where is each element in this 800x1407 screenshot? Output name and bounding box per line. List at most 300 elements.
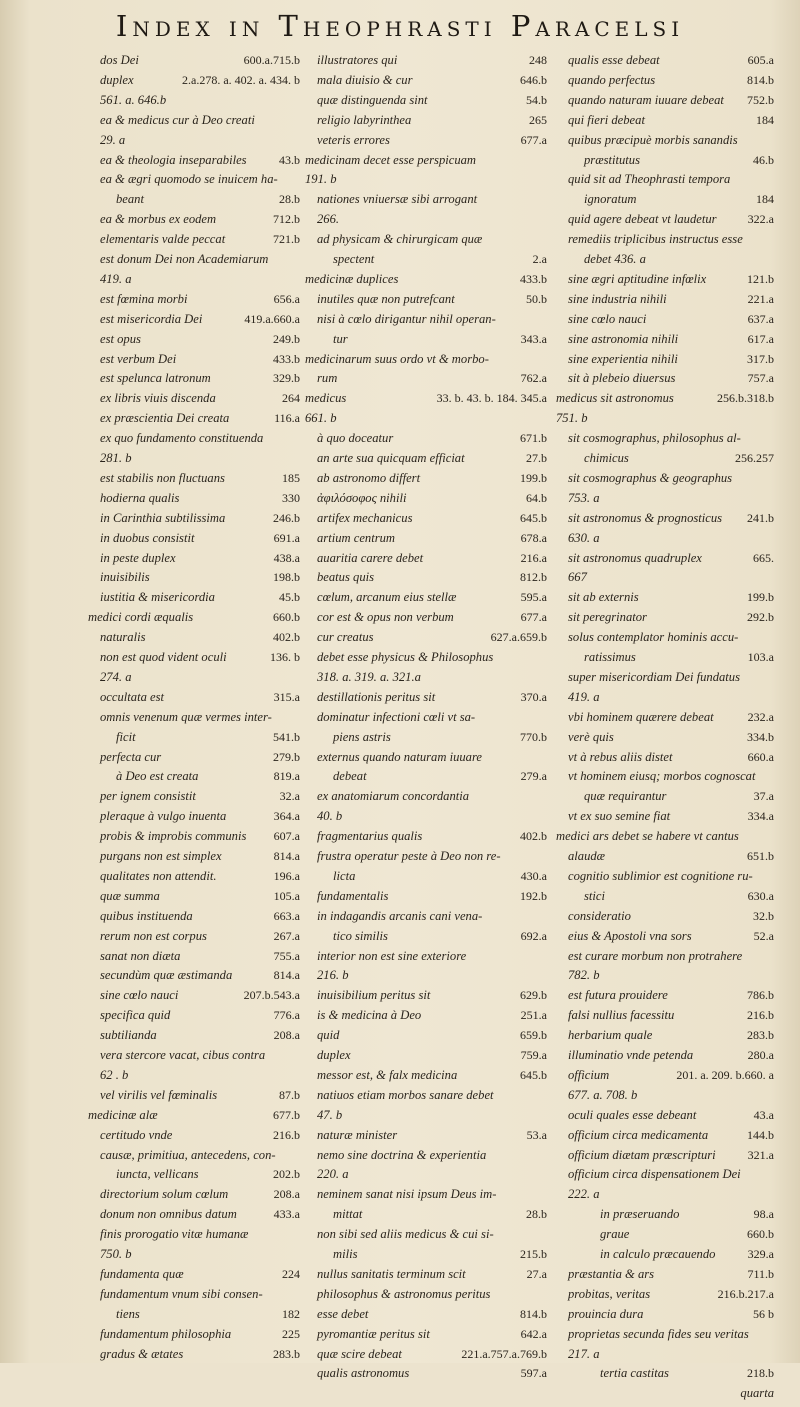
entry-page-reference: 600.a.715.b	[243, 53, 300, 67]
entry-page-reference: 637.a	[747, 311, 774, 326]
entry-text: mittat	[333, 1207, 363, 1222]
index-entry	[88, 1145, 300, 1165]
entry-page-reference: 280.a	[747, 1048, 774, 1062]
entry-text: in præseruando	[600, 1207, 680, 1222]
entry-page-reference: 692.a	[520, 928, 547, 943]
entry-text: officium diætam præscripturi	[568, 1147, 716, 1162]
index-entry	[305, 448, 547, 468]
entry-text: vera stercore vacat, cibus contra	[100, 1048, 266, 1062]
index-entry	[556, 1304, 774, 1324]
entry-page-reference: 28.b	[279, 192, 300, 207]
index-entry	[305, 985, 547, 1005]
entry-page-reference: 52.a	[753, 928, 774, 943]
index-entry	[556, 428, 774, 448]
index-entry	[556, 1244, 774, 1264]
index-entry	[305, 926, 547, 946]
index-entry	[305, 1224, 547, 1244]
index-entry	[556, 408, 774, 428]
entry-page-reference: 430.a	[520, 868, 547, 883]
entry-text: verè quis	[568, 729, 614, 744]
index-entry	[305, 70, 547, 90]
index-entry	[556, 846, 774, 866]
index-entry	[305, 786, 547, 806]
index-entry	[556, 349, 774, 369]
entry-page-reference: 814.b	[747, 72, 774, 87]
entry-text: medicus sit astronomus	[556, 391, 674, 406]
entry-page-reference: 660.b	[747, 1227, 774, 1242]
index-entry	[88, 747, 300, 767]
entry-page-reference: 595.a	[520, 590, 547, 605]
entry-text: rum	[317, 371, 338, 386]
entry-page-reference: 677.a	[520, 610, 547, 625]
index-entry	[556, 329, 774, 349]
entry-text: sine experientia nihili	[568, 351, 678, 366]
entry-page-reference: 605.a	[747, 53, 774, 67]
entry-page-reference: 402.b	[520, 829, 547, 844]
index-entry	[305, 1264, 547, 1284]
index-entry	[556, 508, 774, 528]
index-entry	[305, 1025, 547, 1045]
index-entry	[88, 1005, 300, 1025]
index-entry	[556, 886, 774, 906]
entry-text: illuminatio vnde petenda	[568, 1048, 694, 1062]
index-entry	[88, 826, 300, 846]
entry-page-reference: 678.a	[520, 530, 547, 545]
entry-text: 220. a	[317, 1167, 349, 1182]
entry-page-reference: 322.a	[747, 212, 774, 227]
index-entry	[88, 886, 300, 906]
entry-text: sit cosmographus, philosophus al-	[568, 431, 741, 446]
entry-page-reference: 433.b	[520, 271, 547, 286]
entry-text: 630. a	[568, 530, 600, 545]
index-entry	[305, 50, 547, 70]
index-entry	[556, 806, 774, 826]
entry-page-reference: 786.b	[747, 988, 774, 1003]
index-entry	[556, 1164, 774, 1184]
entry-page-reference: 216.a	[520, 550, 547, 565]
index-entry	[556, 368, 774, 388]
entry-page-reference: 317.b	[747, 351, 774, 366]
index-entry	[88, 229, 300, 249]
index-entry	[88, 448, 300, 468]
entry-page-reference: 32.a	[279, 789, 300, 804]
entry-text: certitudo vnde	[100, 1127, 173, 1142]
index-entry	[556, 229, 774, 249]
entry-page-reference: 607.a	[273, 829, 300, 844]
entry-page-reference: 56 b	[753, 1306, 774, 1321]
entry-text: sine cœlo nauci	[100, 988, 179, 1003]
entry-text: 751. b	[556, 411, 588, 426]
entry-text: 29. a	[100, 132, 126, 147]
entry-text: medicinam decet esse perspicuam	[305, 152, 477, 167]
index-entry	[556, 70, 774, 90]
index-entry	[88, 965, 300, 985]
entry-page-reference: 646.b	[520, 72, 547, 87]
entry-text: est spelunca latronum	[100, 371, 211, 386]
entry-page-reference: 224	[282, 1266, 300, 1281]
entry-page-reference: 645.b	[520, 510, 547, 525]
entry-text: oculi quales esse debeant	[568, 1107, 697, 1122]
entry-text: veteris errores	[317, 132, 390, 147]
entry-text: duplex	[317, 1048, 351, 1062]
entry-text: is & medicina à Deo	[317, 1008, 422, 1023]
entry-text: vt à rebus aliis distet	[568, 749, 673, 764]
index-entry	[556, 1344, 774, 1364]
entry-text: inuisibilis	[100, 570, 150, 585]
entry-text: proprietas secunda fides seu veritas	[568, 1326, 749, 1341]
entry-text: externus quando naturam iuuare	[317, 749, 482, 764]
entry-text: alaudæ	[568, 849, 606, 863]
entry-page-reference: 54.b	[526, 92, 547, 107]
entry-page-reference: 87.b	[279, 1087, 300, 1102]
entry-text: medicinarum suus ordo vt & morbo-	[305, 351, 489, 366]
entry-text: esse debet	[317, 1306, 369, 1321]
entry-text: directorium solum cœlum	[100, 1187, 229, 1202]
index-entry	[556, 667, 774, 687]
entry-text: falsi nullius facessitu	[568, 1008, 675, 1023]
entry-text: præstantia & ars	[568, 1266, 655, 1281]
entry-page-reference: 630.a	[747, 888, 774, 903]
entry-text: frustra operatur peste à Deo non re-	[317, 849, 501, 863]
entry-page-reference: 32.b	[753, 908, 774, 923]
entry-page-reference: 232.a	[747, 709, 774, 724]
entry-page-reference: 721.b	[273, 232, 300, 247]
entry-text: 217. a	[568, 1346, 600, 1361]
entry-text: à Deo est creata	[116, 769, 199, 784]
entry-text: ex quo fundamento constituenda	[100, 431, 264, 446]
entry-text: pleraque à vulgo inuenta	[100, 809, 227, 824]
index-entry	[88, 607, 300, 627]
entry-text: sit cosmographus & geographus	[568, 470, 733, 485]
entry-text: solus contemplator hominis accu-	[568, 630, 739, 645]
entry-page-reference: 433.b	[273, 351, 300, 366]
index-entry	[88, 349, 300, 369]
entry-page-reference: 98.a	[753, 1207, 774, 1222]
entry-text: stici	[584, 888, 605, 903]
entry-text: neminem sanat nisi ipsum Deus im-	[317, 1187, 497, 1202]
entry-text: causæ, primitiua, antecedens, con-	[100, 1147, 276, 1162]
entry-text: est donum Dei non Academiarum	[100, 252, 269, 266]
index-entry	[305, 309, 547, 329]
entry-page-reference: 267.a	[273, 928, 300, 943]
entry-page-reference: 53.a	[526, 1127, 547, 1142]
entry-page-reference: 659.b	[520, 1028, 547, 1043]
entry-text: remediis triplicibus instructus esse	[568, 232, 743, 247]
index-entry	[305, 209, 547, 229]
index-entry	[305, 388, 547, 408]
entry-text: quid	[317, 1028, 340, 1043]
entry-text: sine ægri aptitudine infœlix	[568, 271, 707, 286]
entry-text: interior non est sine exteriore	[317, 948, 467, 963]
entry-page-reference: 642.a	[520, 1326, 547, 1341]
entry-page-reference: 691.a	[273, 530, 300, 545]
index-entry	[88, 1045, 300, 1065]
entry-text: sit astronomus & prognosticus	[568, 510, 723, 525]
index-entry	[305, 965, 547, 985]
entry-page-reference: 196.a	[273, 868, 300, 883]
entry-page-reference: 283.b	[747, 1028, 774, 1043]
entry-page-reference: 757.a	[747, 371, 774, 386]
index-entry	[556, 1145, 774, 1165]
entry-page-reference: 814.b	[520, 1306, 547, 1321]
index-entry	[88, 368, 300, 388]
entry-text: tur	[333, 331, 348, 346]
index-entry	[305, 508, 547, 528]
entry-text: finis prorogatio vitæ humanæ	[100, 1227, 249, 1242]
entry-text: 281. b	[100, 451, 132, 465]
index-entry	[556, 727, 774, 747]
entry-page-reference: 330	[282, 490, 300, 505]
entry-page-reference: 402.b	[273, 630, 300, 645]
entry-page-reference: 438.a	[273, 550, 300, 565]
index-entry	[305, 1145, 547, 1165]
entry-page-reference: 27.b	[526, 451, 547, 465]
index-entry	[305, 1065, 547, 1085]
index-entry	[88, 1344, 300, 1364]
entry-page-reference: 192.b	[520, 888, 547, 903]
entry-text: officium circa dispensationem Dei	[568, 1167, 741, 1182]
index-entry	[556, 1204, 774, 1224]
entry-text: gradus & ætates	[100, 1346, 184, 1361]
entry-text: ratissimus	[584, 650, 636, 664]
entry-text: nemo sine doctrina & experientia	[317, 1147, 487, 1162]
index-entry	[88, 388, 300, 408]
entry-page-reference: 43.b	[279, 152, 300, 167]
index-entry	[556, 866, 774, 886]
index-entry	[556, 50, 774, 70]
entry-text: tertia castitas	[600, 1366, 669, 1381]
entry-text: probitas, veritas	[568, 1286, 651, 1301]
entry-text: dos Dei	[100, 53, 139, 67]
entry-page-reference: 283.b	[273, 1346, 300, 1361]
entry-text: nationes vniuersæ sibi arrogant	[317, 192, 478, 207]
entry-text: auaritia carere debet	[317, 550, 424, 565]
index-entry	[556, 1184, 774, 1204]
entry-page-reference: 597.a	[520, 1366, 547, 1381]
index-entry	[88, 727, 300, 747]
index-entry	[305, 1363, 547, 1383]
entry-text: officium	[568, 1067, 610, 1082]
entry-text: debeat	[333, 769, 367, 784]
entry-page-reference: 279.a	[520, 769, 547, 784]
index-entry	[88, 528, 300, 548]
entry-text: sit ab externis	[568, 590, 639, 605]
entry-text: vbi hominem quærere debeat	[568, 709, 714, 724]
entry-page-reference: 627.a.659.b	[490, 630, 547, 645]
index-entry	[556, 1065, 774, 1085]
index-entry	[556, 707, 774, 727]
entry-page-reference: 43.a	[753, 1107, 774, 1122]
entry-page-reference: 264	[282, 391, 300, 406]
entry-page-reference: 660.b	[273, 610, 300, 625]
entry-text: fundamentalis	[317, 888, 389, 903]
index-entry	[88, 1105, 300, 1125]
index-entry	[305, 1244, 547, 1264]
index-entry	[556, 1045, 774, 1065]
index-entry	[88, 846, 300, 866]
index-entry	[305, 90, 547, 110]
entry-page-reference: 208.a	[273, 1187, 300, 1202]
entry-text: philosophus & astronomus peritus	[317, 1286, 491, 1301]
entry-text: graue	[600, 1227, 630, 1242]
index-entry	[556, 946, 774, 966]
entry-text: consideratio	[568, 908, 631, 923]
index-entry	[305, 806, 547, 826]
entry-page-reference: 315.a	[273, 689, 300, 704]
index-entry	[88, 130, 300, 150]
entry-text: in calculo præcauendo	[600, 1247, 716, 1261]
entry-text: artium centrum	[317, 530, 396, 545]
entry-text: iuncta, vellicans	[116, 1167, 199, 1182]
entry-text: ad physicam & chirurgicam quæ	[317, 232, 483, 247]
entry-text: quibus instituenda	[100, 908, 193, 923]
entry-text: qualis astronomus	[317, 1366, 410, 1381]
index-entry	[556, 567, 774, 587]
entry-page-reference: 814.a	[273, 849, 300, 863]
entry-text: fundamentum vnum sibi consen-	[100, 1286, 263, 1301]
index-entry	[305, 1164, 547, 1184]
index-entry	[88, 110, 300, 130]
entry-text: dominatur infectioni cœli vt sa-	[317, 709, 476, 724]
entry-text: ab astronomo differt	[317, 470, 421, 485]
entry-text: 318. a. 319. a. 321.a	[317, 669, 421, 684]
entry-page-reference: 37.a	[753, 789, 774, 804]
entry-page-reference: 45.b	[279, 590, 300, 605]
entry-text: quid sit ad Theophrasti tempora	[568, 172, 731, 187]
entry-text: quarta	[740, 1386, 774, 1401]
index-entry	[88, 1164, 300, 1184]
entry-text: quid agere debeat vt laudetur	[568, 212, 717, 227]
entry-text: secundùm quæ æstimanda	[100, 968, 233, 983]
entry-text: cognitio sublimior est cognitione ru-	[568, 868, 753, 883]
entry-text: est verbum Dei	[100, 351, 177, 366]
index-entry	[88, 1324, 300, 1344]
entry-page-reference: 279.b	[273, 749, 300, 764]
index-entry	[556, 1363, 774, 1383]
entry-page-reference: 629.b	[520, 988, 547, 1003]
index-entry	[88, 70, 300, 90]
index-entry	[556, 1125, 774, 1145]
index-entry	[556, 926, 774, 946]
entry-text: 667	[568, 570, 587, 585]
index-entry	[305, 169, 547, 189]
entry-page-reference: 221.a.757.a.769.b	[461, 1346, 547, 1361]
entry-text: 47. b	[317, 1107, 343, 1122]
index-entry	[305, 727, 547, 747]
index-entry	[305, 747, 547, 767]
entry-text: 661. b	[305, 411, 337, 426]
entry-text: debet 436. a	[584, 252, 646, 266]
entry-page-reference: 776.a	[273, 1008, 300, 1023]
entry-text: medici cordi æqualis	[88, 610, 194, 625]
index-entry	[88, 627, 300, 647]
entry-text: naturæ minister	[317, 1127, 398, 1142]
index-entry	[305, 766, 547, 786]
index-entry	[305, 886, 547, 906]
entry-page-reference: 541.b	[273, 729, 300, 744]
entry-text: sit à plebeio diuersus	[568, 371, 676, 386]
index-entry	[305, 249, 547, 269]
index-entry	[88, 687, 300, 707]
entry-text: quæ scire debeat	[317, 1346, 402, 1361]
index-entry	[556, 150, 774, 170]
index-entry	[305, 428, 547, 448]
index-entry	[88, 408, 300, 428]
index-entry	[305, 826, 547, 846]
entry-page-reference: 116.a	[274, 411, 300, 426]
entry-page-reference: 617.a	[747, 331, 774, 346]
entry-text: à quo doceatur	[317, 431, 394, 446]
index-entry	[305, 1304, 547, 1324]
entry-text: spectent	[333, 252, 375, 266]
entry-text: fundamentum philosophia	[100, 1326, 232, 1341]
entry-text: vt ex suo semine fiat	[568, 809, 671, 824]
page-heading: Index in Theophrasti Paracelsi	[115, 9, 685, 43]
entry-text: in Carinthia subtilissima	[100, 510, 226, 525]
index-entry	[556, 488, 774, 508]
index-entry	[305, 408, 547, 428]
entry-text: ficit	[116, 729, 136, 744]
entry-text: an arte sua quicquam efficiat	[317, 451, 465, 465]
entry-text: 677. a. 708. b	[568, 1087, 638, 1102]
entry-page-reference: 144.b	[747, 1127, 774, 1142]
entry-text: hodierna qualis	[100, 490, 180, 505]
entry-page-reference: 218.b	[747, 1366, 774, 1381]
index-entry	[88, 329, 300, 349]
entry-page-reference: 105.a	[273, 888, 300, 903]
entry-text: sanat non diæta	[100, 948, 181, 963]
entry-text: iustitia & misericordia	[100, 590, 215, 605]
entry-page-reference: 329.b	[273, 371, 300, 386]
entry-page-reference: 207.b.543.a	[243, 988, 300, 1003]
entry-page-reference: 256.b.318.b	[717, 391, 774, 406]
index-entry	[88, 428, 300, 448]
entry-text: cor est & opus non verbum	[317, 610, 454, 625]
entry-page-reference: 184	[756, 112, 774, 127]
entry-text: in peste duplex	[100, 550, 176, 565]
entry-page-reference: 28.b	[526, 1207, 547, 1222]
index-entry	[556, 289, 774, 309]
index-entry	[305, 667, 547, 687]
entry-text: 274. a	[100, 669, 132, 684]
index-entry	[88, 90, 300, 110]
entry-page-reference: 199.b	[747, 590, 774, 605]
entry-page-reference: 248	[529, 53, 547, 67]
entry-text: 750. b	[100, 1247, 132, 1261]
entry-page-reference: 46.b	[753, 152, 774, 167]
index-entry	[305, 567, 547, 587]
index-entry	[305, 1324, 547, 1344]
entry-text: elementaris valde peccat	[100, 232, 226, 247]
index-entry	[88, 1025, 300, 1045]
entry-text: officium circa medicamenta	[568, 1127, 709, 1142]
entry-text: beant	[116, 192, 144, 207]
index-entry	[88, 1244, 300, 1264]
entry-text: est misericordia Dei	[100, 311, 203, 326]
entry-page-reference: 812.b	[520, 570, 547, 585]
index-entry	[556, 587, 774, 607]
entry-text: præstitutus	[584, 152, 640, 167]
entry-page-reference: 256.257	[735, 451, 774, 465]
entry-text: ex libris viuis discenda	[100, 391, 216, 406]
entry-page-reference: 370.a	[520, 689, 547, 704]
index-entry	[305, 349, 547, 369]
entry-text: non sibi sed aliis medicus & cui si-	[317, 1227, 494, 1242]
index-entry	[556, 388, 774, 408]
entry-page-reference: 216.b	[747, 1008, 774, 1023]
index-entry	[556, 90, 774, 110]
index-entry	[556, 468, 774, 488]
